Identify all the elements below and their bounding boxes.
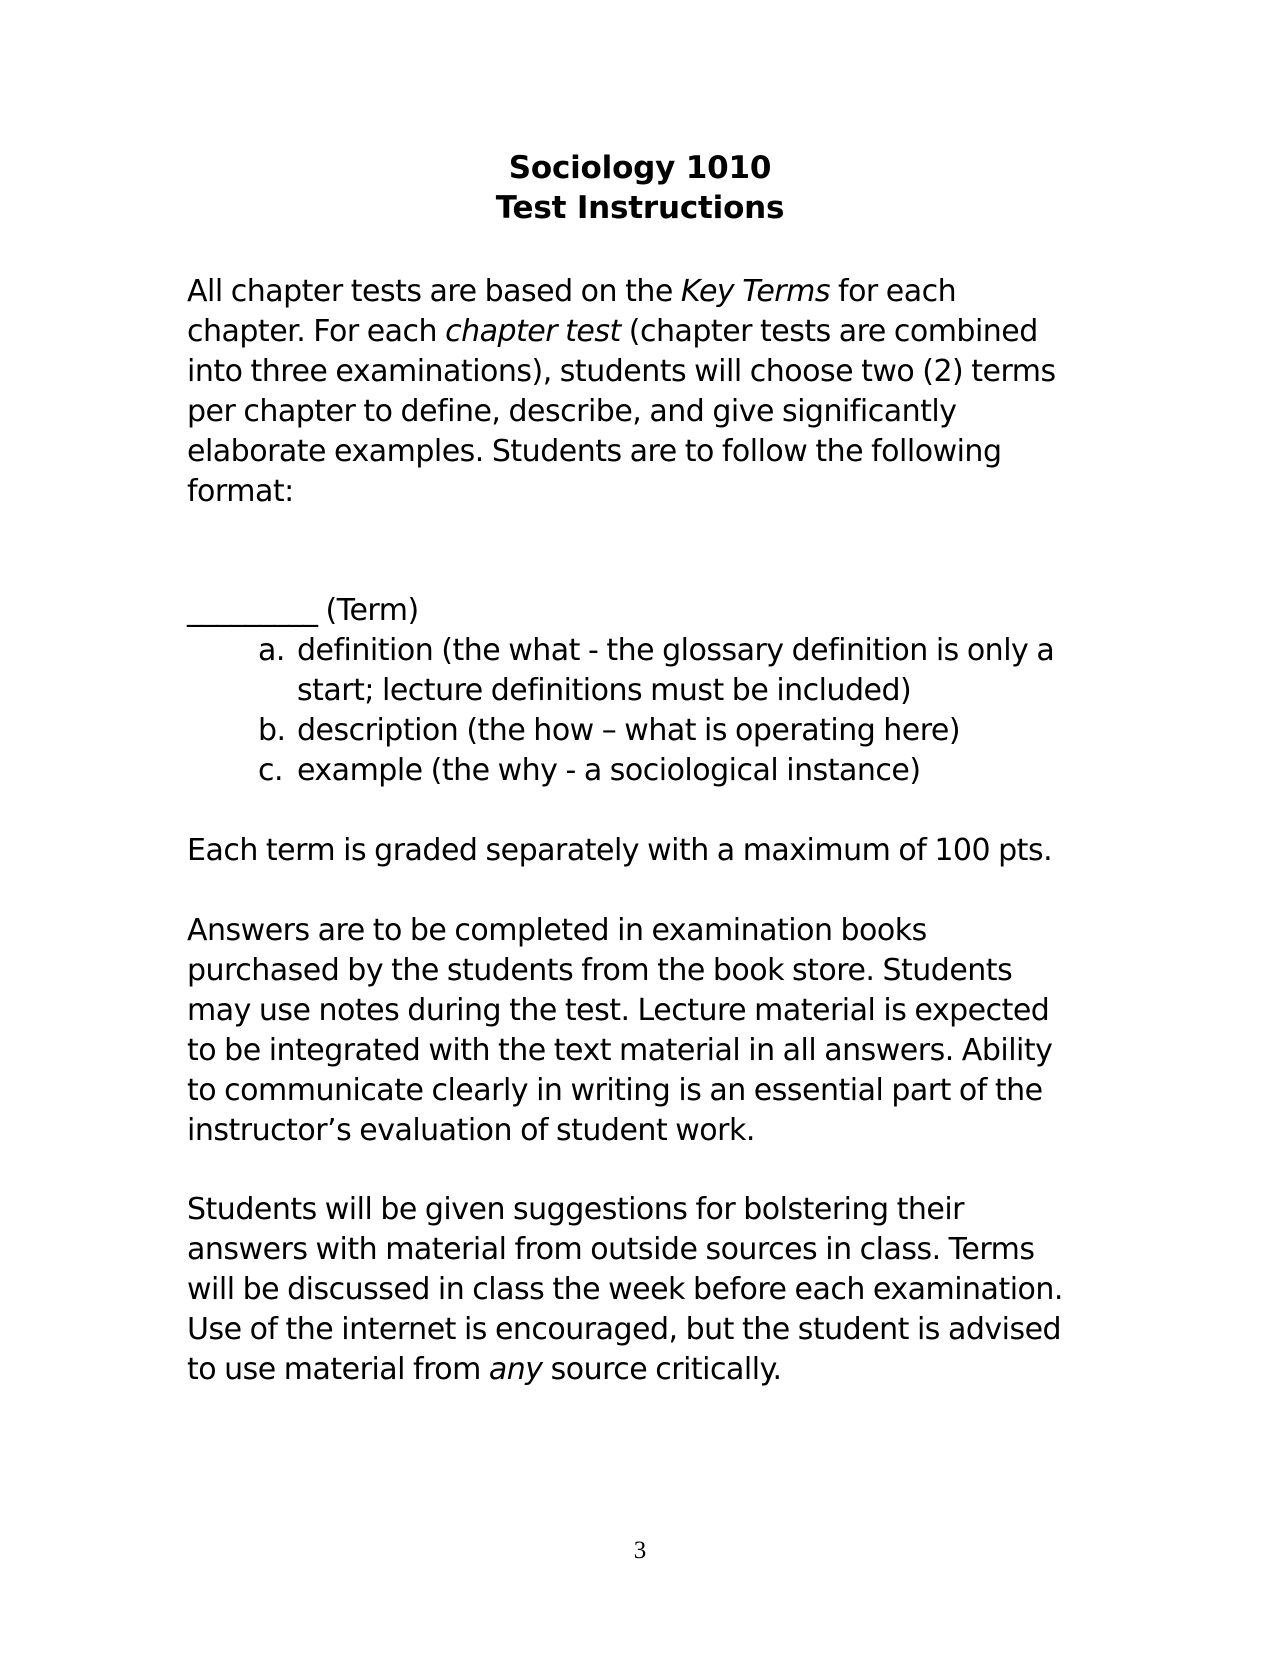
intro-line-4: per chapter to define, describe, and give significantly <box>187 394 957 429</box>
grading-paragraph: Each term is graded separately with a maximum of 100 pts. <box>187 833 1053 868</box>
document-title: Test Instructions <box>495 190 785 226</box>
intro-line-3: into three examinations), students will choose two (2) terms <box>187 354 1056 389</box>
list-item-example: c. example (the why - a sociological instance) <box>258 751 1098 791</box>
page-number: 3 <box>633 1537 647 1564</box>
intro-line-2: chapter. For each chapter test (chapter tests are combined <box>187 314 1038 349</box>
key-terms-emphasis: Key Terms <box>680 274 830 309</box>
course-title: Sociology 1010 <box>508 150 772 186</box>
term-blank-line: _________ (Term) <box>187 593 419 628</box>
title-block <box>0 148 1280 228</box>
intro-line-6: format: <box>187 474 294 509</box>
list-marker: a. <box>258 633 285 668</box>
intro-line-5: elaborate examples. Students are to follow the following <box>187 434 1002 469</box>
intro-line-1: All chapter tests are based on the Key Terms for each <box>187 274 957 309</box>
any-emphasis: any <box>488 1352 543 1387</box>
answers-paragraph: Answers are to be completed in examination books purchased by the students from the book store. Students may use notes during the test. Lecture material is expected to be integrated with the text material in all answers. Ability to communicate clearly in writing is an essential part of the instructor’s evaluation of student work. <box>187 913 1053 1148</box>
chapter-test-emphasis: chapter test <box>445 314 621 349</box>
list-item-definition: a. definition (the what - the glossary definition is only a start; lecture definitions must be included) <box>258 633 1055 708</box>
list-marker: c. <box>258 753 284 788</box>
list-marker: b. <box>258 713 286 748</box>
suggestions-paragraph: Students will be given suggestions for bolstering their answers with material from outside sources in class. Terms will be discussed in class the week before each examination. Use of the internet is encouraged, but the student is advised to use material from any source critically. <box>187 1192 1063 1387</box>
format-list <box>258 631 1098 791</box>
list-item-description: b. description (the how – what is operating here) <box>258 711 1098 751</box>
intro-paragraph <box>187 272 1087 512</box>
